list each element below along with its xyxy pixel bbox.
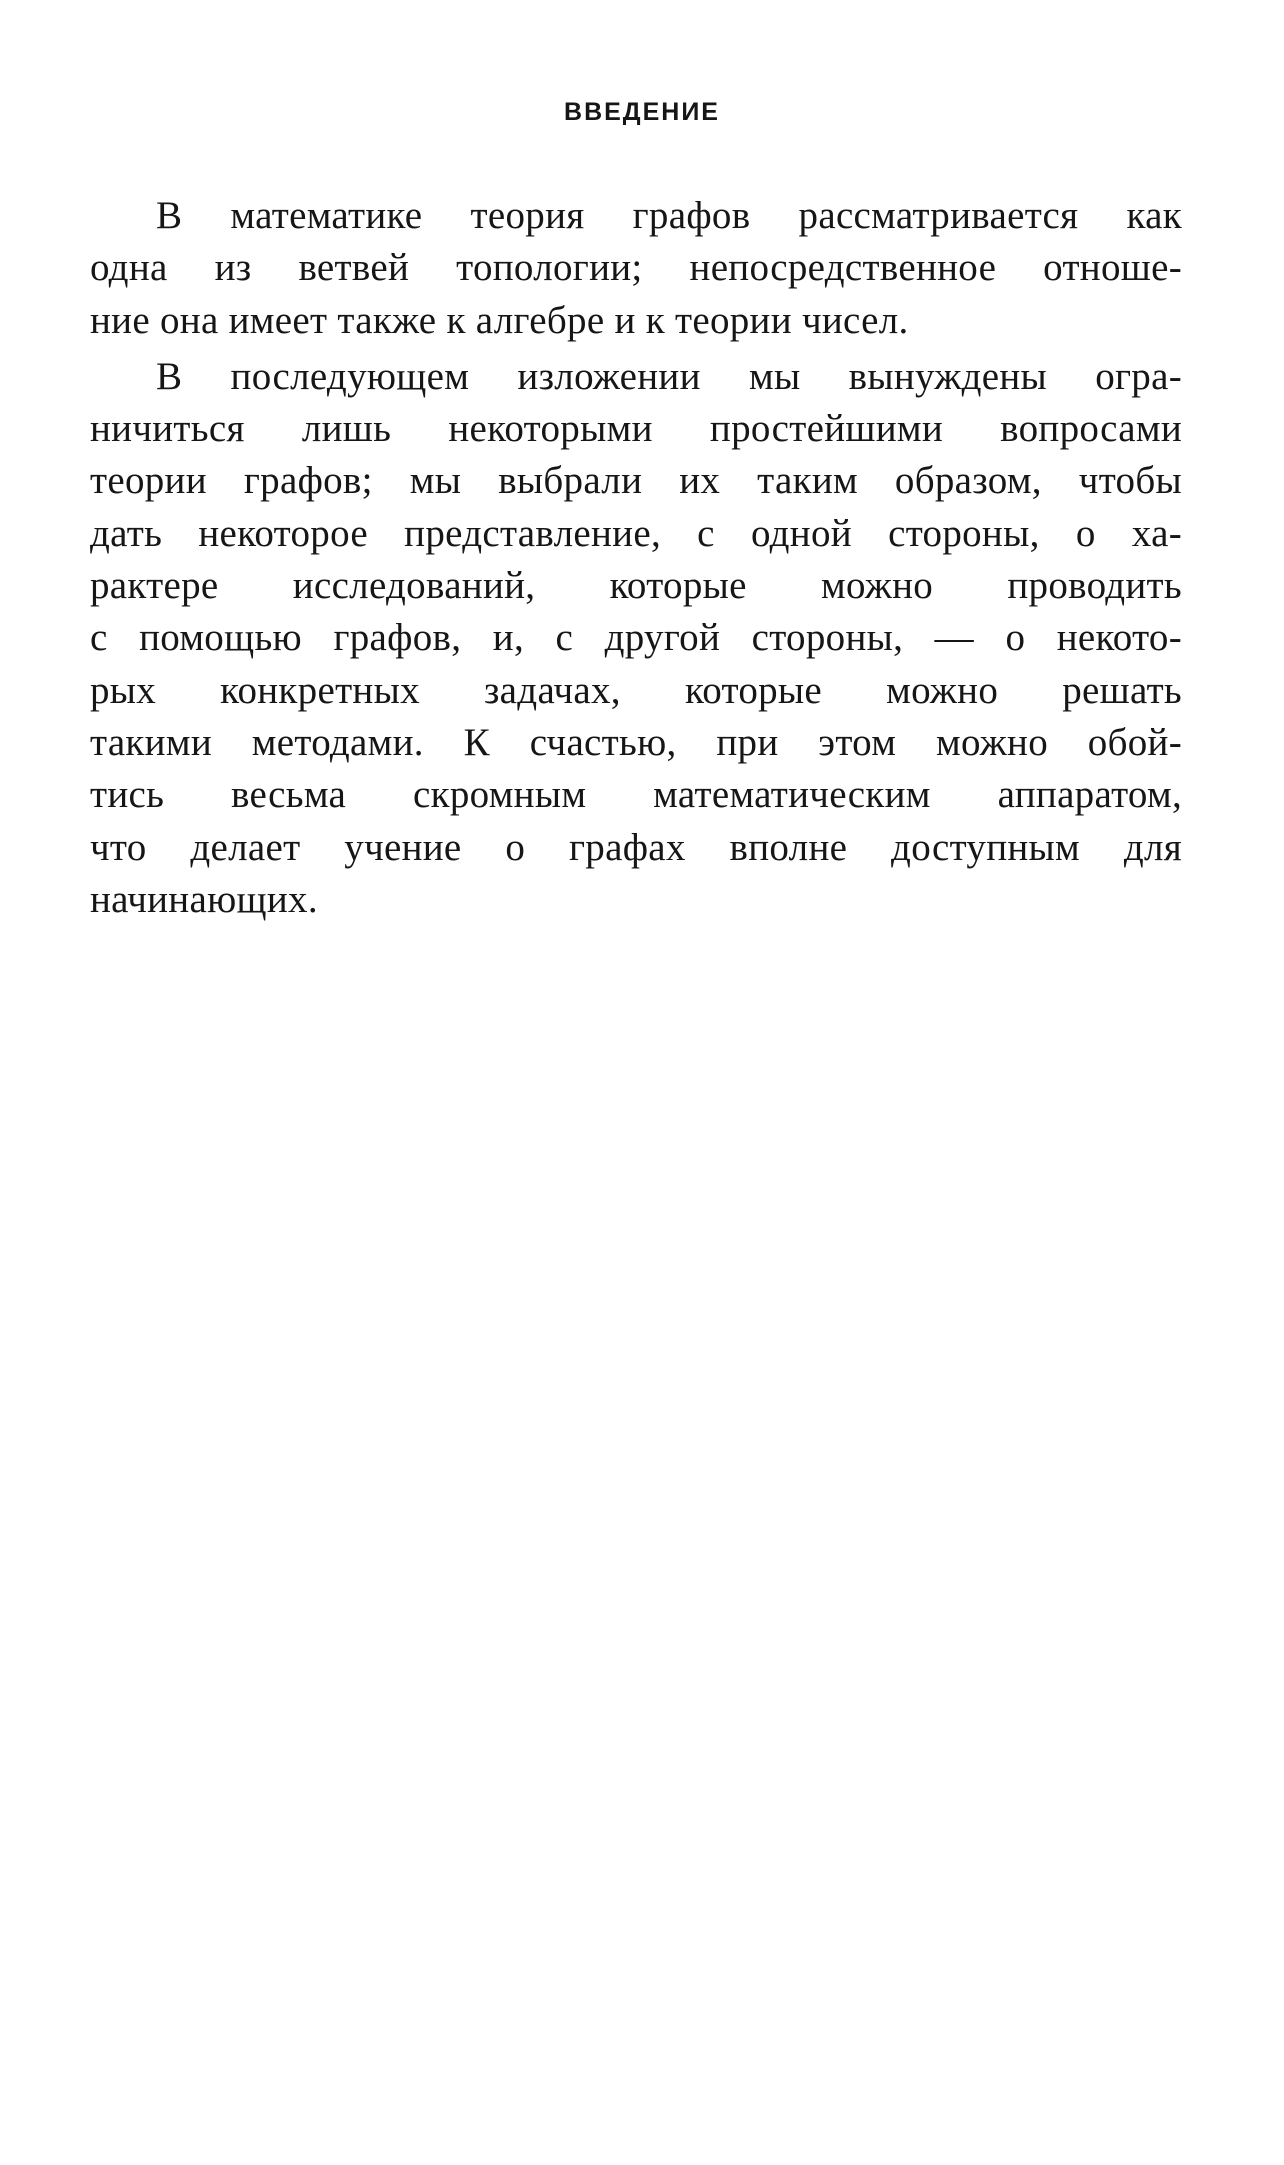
text-line: тись весьма скромным математическим аппаратом, bbox=[90, 773, 1182, 817]
text-line: В математике теория графов рассматривается как bbox=[156, 194, 1182, 237]
text-line: рых конкретных задачах, которые можно решать bbox=[90, 668, 1182, 712]
paragraph-1 bbox=[90, 190, 1182, 347]
text-line: теории графов; мы выбрали их таким образом, чтобы bbox=[90, 459, 1182, 503]
text-line: ние она имеет также к алгебре и к теории чисел. bbox=[90, 298, 909, 342]
text-line: ничиться лишь некоторыми простейшими вопросами bbox=[90, 407, 1182, 451]
section-heading: ВВЕДЕНИЕ bbox=[564, 98, 720, 126]
text-line: В последующем изложении мы вынуждены огра- bbox=[156, 354, 1182, 398]
text-line: одна из ветвей топологии; непосредственное отноше- bbox=[90, 246, 1182, 290]
text-line: что делает учение о графах вполне доступным для bbox=[90, 825, 1182, 869]
text-line: дать некоторое представление, с одной стороны, о ха- bbox=[90, 511, 1182, 555]
text-line: начинающих. bbox=[90, 877, 318, 921]
text-line: такими методами. К счастью, при этом можно обой- bbox=[90, 720, 1182, 764]
text-line: рактере исследований, которые можно проводить bbox=[90, 564, 1182, 608]
body-text bbox=[90, 190, 1182, 930]
paragraph-2 bbox=[90, 351, 1182, 926]
text-line: с помощью графов, и, с другой стороны, — о некото- bbox=[90, 616, 1182, 660]
